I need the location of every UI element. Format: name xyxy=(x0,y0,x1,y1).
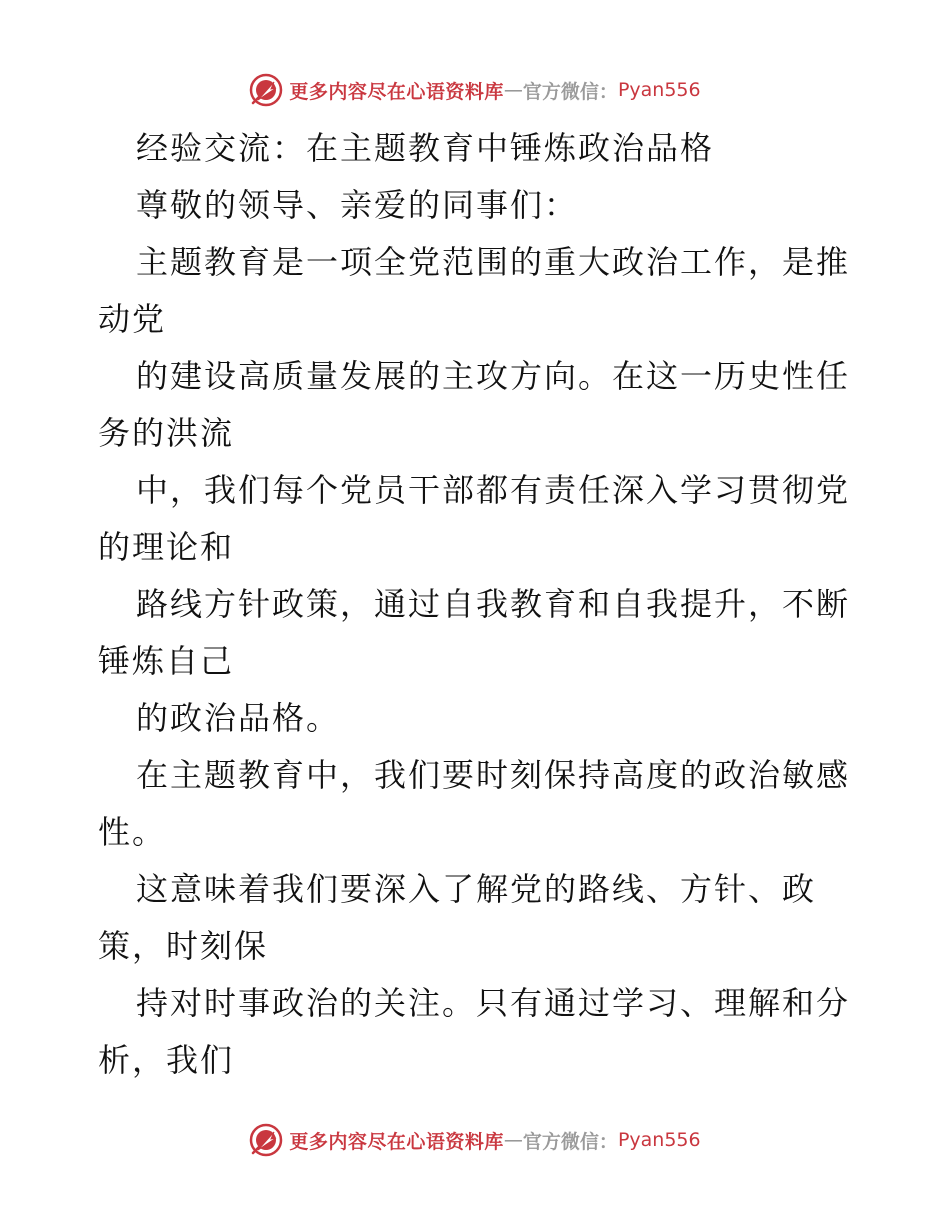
footer-wechat-label: 官方微信： xyxy=(522,1130,618,1153)
paragraph-line: 这意味着我们要深入了解党的路线、方针、政 xyxy=(136,870,817,908)
paragraph-line: 中，我们每个党员干部都有责任深入学习贯彻党 xyxy=(136,471,851,509)
paragraph-line: 策，时刻保 xyxy=(98,927,269,965)
paragraph-line: 性。 xyxy=(98,813,167,851)
paragraph-line: 的理论和 xyxy=(98,528,235,566)
footer-wechat-id: Pyan556 xyxy=(617,1129,701,1151)
paragraph-line: 锤炼自己 xyxy=(98,642,235,680)
paragraph-line: 持对时事政治的关注。只有通过学习、理解和分 xyxy=(136,984,851,1022)
paragraph-line: 动党 xyxy=(98,300,167,338)
document-title: 经验交流：在主题教育中锤炼政治品格 xyxy=(136,129,715,167)
footer-brand-text: 更多内容尽在心语资料库 xyxy=(289,1130,504,1153)
header-brand-text: 更多内容尽在心语资料库 xyxy=(289,80,504,103)
salutation: 尊敬的领导、亲爱的同事们： xyxy=(136,186,579,224)
footer-separator: — xyxy=(503,1129,523,1151)
paragraph-line: 的建设高质量发展的主攻方向。在这一历史性任 xyxy=(136,357,851,395)
header-wechat-label: 官方微信： xyxy=(522,80,618,103)
footer-banner xyxy=(0,1120,950,1160)
feather-pen-logo-icon xyxy=(249,1123,283,1157)
document-body xyxy=(98,120,858,1089)
paragraph-line: 务的洪流 xyxy=(98,414,235,452)
paragraph-line: 在主题教育中，我们要时刻保持高度的政治敏感 xyxy=(136,756,851,794)
header-wechat-id: Pyan556 xyxy=(617,79,701,101)
paragraph-line: 析，我们 xyxy=(98,1041,235,1079)
paragraph-line: 主题教育是一项全党范围的重大政治工作，是推 xyxy=(136,243,851,281)
paragraph-line: 路线方针政策，通过自我教育和自我提升，不断 xyxy=(136,585,851,623)
feather-pen-logo-icon xyxy=(249,73,283,107)
header-separator: — xyxy=(503,79,523,101)
paragraph-line: 的政治品格。 xyxy=(136,699,341,737)
header-banner xyxy=(0,70,950,110)
